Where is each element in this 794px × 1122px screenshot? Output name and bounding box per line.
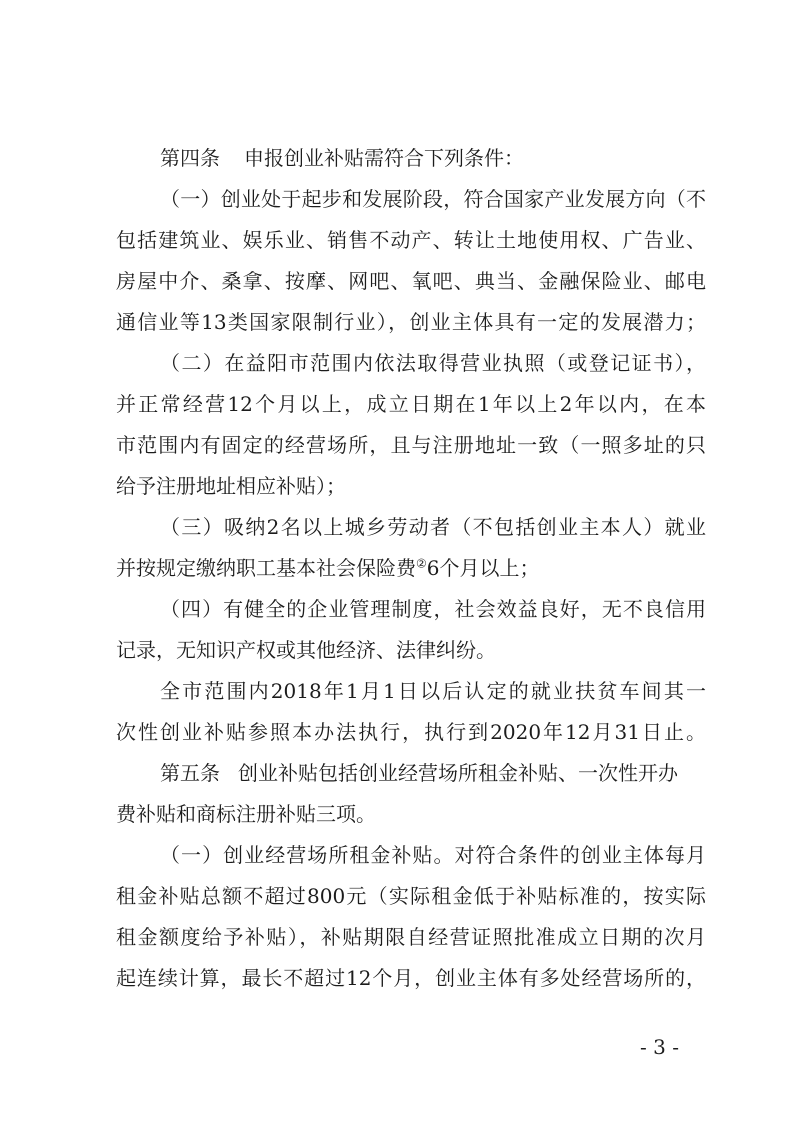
condition-1-line-4: 通信业等13类国家限制行业），创业主体具有一定的发展潜力； bbox=[116, 310, 706, 334]
article-4-heading-line bbox=[160, 145, 706, 171]
rent-subsidy-line-1: （一）创业经营场所租金补贴。对符合条件的创业主体每月 bbox=[160, 843, 706, 867]
workshop-line-1: 全市范围内2018年1月1日以后认定的就业扶贫车间其一 bbox=[160, 679, 706, 703]
condition-1-line-3: 房屋中介、桑拿、按摩、网吧、氧吧、典当、金融保险业、邮电 bbox=[116, 269, 706, 293]
condition-3-text-after-footnote: 6个月以上； bbox=[426, 556, 540, 580]
article-5-label: 第五条 bbox=[160, 761, 220, 785]
condition-2-line-3: 市范围内有固定的经营场所，且与注册地址一致（一照多址的只 bbox=[116, 433, 706, 457]
condition-1-line-2: 包括建筑业、娱乐业、销售不动产、转让土地使用权、广告业、 bbox=[116, 228, 706, 252]
condition-4-line-2: 记录，无知识产权或其他经济、法律纠纷。 bbox=[116, 638, 496, 662]
condition-2-line-2: 并正常经营12个月以上，成立日期在1年以上2年以内，在本 bbox=[116, 392, 706, 416]
rent-subsidy-line-4: 起连续计算，最长不超过12个月，创业主体有多处经营场所的， bbox=[116, 966, 706, 990]
article-5-heading-line bbox=[160, 760, 706, 786]
condition-3-line-2 bbox=[116, 555, 706, 581]
article-5-intro-line-1: 创业补贴包括创业经营场所租金补贴、一次性开办 bbox=[238, 761, 678, 785]
condition-4-line-1: （四）有健全的企业管理制度，社会效益良好，无不良信用 bbox=[160, 597, 706, 621]
rent-subsidy-line-3: 租金额度给予补贴），补贴期限自经营证照批准成立日期的次月 bbox=[116, 925, 706, 949]
rent-subsidy-line-2: 租金补贴总额不超过800元（实际租金低于补贴标准的，按实际 bbox=[116, 884, 706, 908]
workshop-line-2: 次性创业补贴参照本办法执行，执行到2020年12月31日止。 bbox=[116, 720, 706, 744]
condition-2-line-1: （二）在益阳市范围内依法取得营业执照（或登记证书）， bbox=[160, 351, 706, 375]
condition-2-line-4: 给予注册地址相应补贴）； bbox=[116, 474, 346, 498]
article-4-label: 第四条 bbox=[160, 146, 220, 170]
page-number: - 3 - bbox=[640, 1035, 679, 1059]
condition-1-line-1: （一）创业处于起步和发展阶段，符合国家产业发展方向（不 bbox=[160, 187, 706, 211]
condition-3-text-before-footnote: 并按规定缴纳职工基本社会保险费 bbox=[116, 556, 416, 580]
article-5-intro-line-2: 费补贴和商标注册补贴三项。 bbox=[116, 802, 376, 826]
footnote-marker: ② bbox=[416, 556, 427, 571]
condition-3-line-1: （三）吸纳2名以上城乡劳动者（不包括创业主本人）就业 bbox=[160, 515, 706, 539]
article-4-intro: 申报创业补贴需符合下列条件： bbox=[244, 146, 524, 170]
